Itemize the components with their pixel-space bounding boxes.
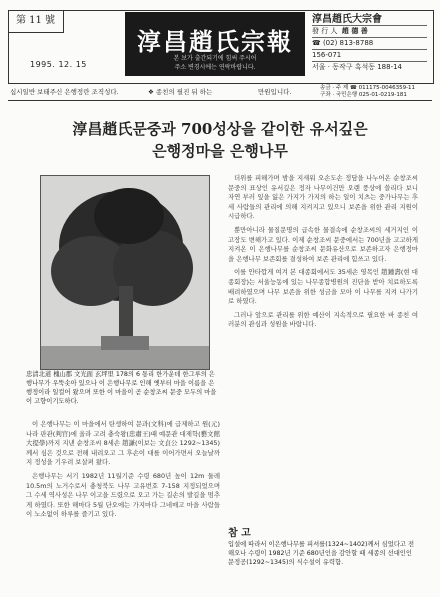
reference-note: 입설에 따라서 이은행나무를 피셔를(1324~1402)께서 심었다고 전해오나 수령이 1982년 기준 680년인을 감안할 때 세종의 선대인인 문정공(1292~1345)의 식수설이 유력함. xyxy=(228,541,415,566)
headline-line-2: 은행정마을 은행나무 xyxy=(152,142,288,160)
tree-illustration xyxy=(41,176,209,369)
publisher-name: 趙 德 善 xyxy=(341,27,368,35)
issue-number: 第 11 號 xyxy=(8,10,64,33)
left-column xyxy=(26,420,220,524)
publisher-block xyxy=(312,14,427,73)
right-paragraph: 그러나 앞으로 관리를 위한 예산이 지속적으로 필요한 바 종친 여러분의 관심과 성원을 바랍니다. xyxy=(228,310,418,329)
ribbon-left: 십시일반 보태주신 은행정란 조직성다. xyxy=(10,88,119,96)
right-paragraph: 더위를 피해가며 밤을 지새워 오손도손 정담을 나누어온 순창조씨 문중의 표상인 유서깊은 정자 나무이건만 오랜 풍상에 쓸리다 보니 자연 부러 잎을 잃은 가지가 가지의 하는 일이 치츠는 중가나무는 후세 사람들의 관리에 의해 지켜지고 있으니 보존을 위한 관리 지원이 시급하다. xyxy=(228,174,418,221)
title-subtext-2: 주소 변경시에는 연락바랍니다. xyxy=(174,64,256,71)
newspaper-title: 淳昌趙氏宗報 xyxy=(137,27,293,56)
title-subtext xyxy=(125,54,305,72)
title-subtext-1: 본 보가 출간되기에 힘써 주시어 xyxy=(173,55,257,62)
photo-caption: 忠淸北道 槐山郡 文光面 玄坪里 178의 6 통리 한가운데 한그루의 은행나무가 우뚝솟아 있으나 이 은행나무로 인해 옛부터 마을 이름을 은행정이라 일컬어 왔으며 또한 이 마을이 곧 순창조씨 문중 모두의 마을이 고향이기도하다. xyxy=(26,371,217,405)
left-paragraph: 은행나무는 서기 1982년 11월기준 수령 680년 높이 12m 둘레 10.5m의 노거수로서 충청북도 나무 고유번호 7-158 지정되었으며 그 수세 역사성은 나무 이고을 드렸으로 오고 가는 길손의 발길을 멈추게 하였다. 또한 해마다 5월 단오에는 가지마다 그네매고 마을 사람들이 노소없이 하루를 즐기고 있다. xyxy=(26,471,220,519)
publisher-address: 서울 · 동작구 흑석동 188-14 xyxy=(312,63,403,71)
ginkgo-tree-photo xyxy=(40,175,210,370)
right-paragraph: 뿐만아니라 물질문명의 급속한 물결속에 순창조씨의 세거지인 이 고장도 변해가고 있다. 이제 순창조씨 문중에서는 700년을 고고하게 지켜온 이 은행나무를 순창조씨 문화유산으로 보존하고자 은행정마을 은행나무 보존회를 결성하여 보존 관리에 힘쓰고 있다. xyxy=(228,225,418,263)
left-paragraph: 이 은행나무는 이 마을에서 탄생하여 문과(文科)에 급제하고 원(元)나라 판관(判官)에 올라 고려 충숙왕(忠肅王)때 예문관 대제학(藝文館 大提學)까지 지낸 순창조씨 8세손 趙謙(이보는 文貞公 1292~1345)께서 심은 것으로 전해 내려오고 그 후손이 대를 이어가면서 오늘날까지 정성을 기우려 보살펴 왔다. xyxy=(26,420,220,467)
publisher-org: 淳昌趙氏大宗會 xyxy=(312,14,427,26)
ribbon-account-1: 송금 · 주 제 ☎ 011175-0046359-11 xyxy=(320,85,416,91)
right-paragraph: 이를 안타깝게 여겨 본 대종회에서도 35세손 영목인 趙鍾壽(현 대종회장)는 서울능동에 있는 나무종합병원의 진단을 받아 치료하도록 배려하였으며 나무 보존을 위한 성금을 모아 이 나무를 지켜 나가기로 하였다. xyxy=(228,268,418,306)
right-column xyxy=(228,174,418,334)
ribbon-right xyxy=(320,85,435,99)
publisher-postal: 156-071 xyxy=(312,50,427,62)
publisher-row xyxy=(312,26,427,38)
ribbon-mid: ❖ 종친의 필진 뒤 하는 xyxy=(148,88,213,96)
headline-line-1: 淳昌趙氏문중과 700성상을 같이한 유서깊은 xyxy=(72,120,368,138)
headline xyxy=(30,118,410,162)
ribbon xyxy=(8,84,432,101)
publisher-label: 發 行 人 xyxy=(312,27,338,35)
publisher-phone: ☎ (02) 813-8788 xyxy=(312,38,427,50)
ribbon-mid-2: 만원입니다. xyxy=(258,88,292,96)
reference-heading: 참 고 xyxy=(228,528,251,539)
issue-date: 1995. 12. 15 xyxy=(30,60,87,69)
ribbon-account-2: 구좌 · 국민은행 025-01-0219-181 xyxy=(320,92,407,98)
